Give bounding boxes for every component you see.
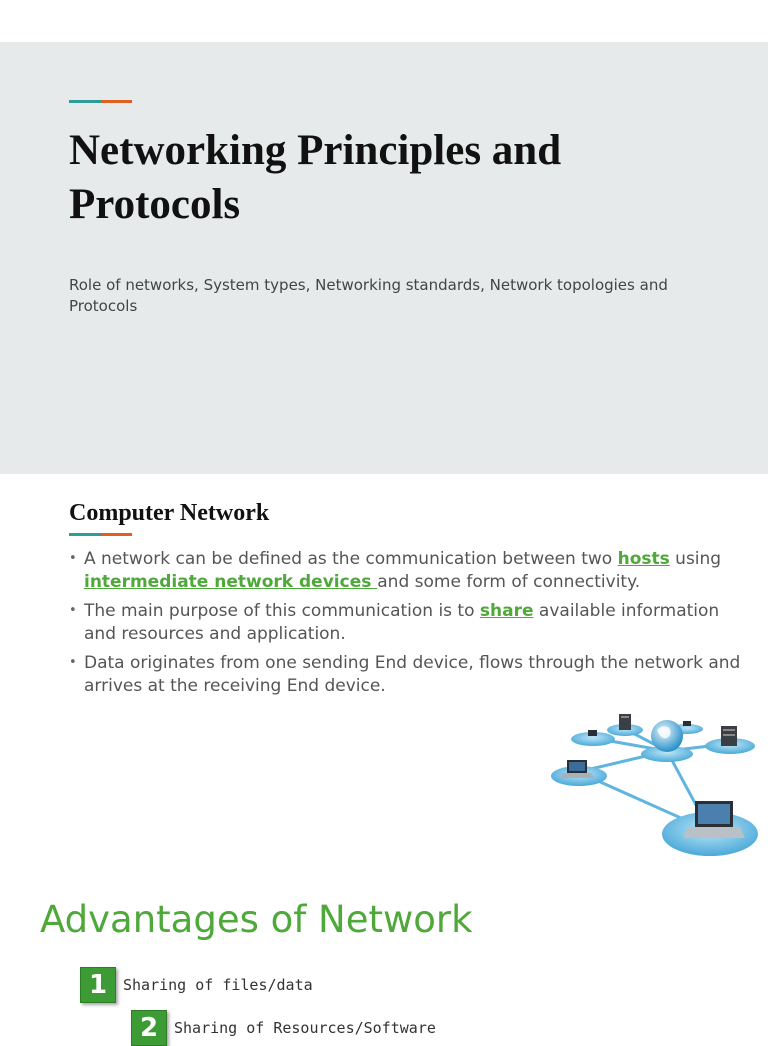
advantage-text: Sharing of files/data <box>123 976 313 994</box>
bullet-text: The main purpose of this communication is to <box>84 601 480 621</box>
bullet-text: using <box>669 549 722 569</box>
accent-bar-teal <box>69 533 102 536</box>
number-badge: 2 <box>131 1010 167 1046</box>
share-link[interactable]: share <box>479 601 534 621</box>
bullet-item <box>69 652 749 698</box>
bullet-item <box>69 548 749 594</box>
advantages-heading: Advantages of Network <box>40 898 473 941</box>
accent-bar-orange <box>101 100 132 103</box>
title-slide <box>0 42 768 474</box>
number-badge: 1 <box>80 967 116 1003</box>
slide-subtitle: Role of networks, System types, Networking standards, Network topologies and Protocols <box>69 276 668 315</box>
accent-bar-orange <box>102 533 132 536</box>
advantage-item <box>80 967 313 1003</box>
intermediate-devices-link[interactable]: intermediate network devices <box>84 572 378 592</box>
bullet-list <box>69 548 749 704</box>
hosts-link[interactable]: hosts <box>617 549 670 569</box>
computer-network-heading: Computer Network <box>69 500 270 526</box>
slide-title: Networking Principles and Protocols <box>69 127 562 228</box>
network-diagram-icon <box>545 706 760 866</box>
bullet-text: Data originates from one sending End device, flows through the network and arrives at the receiving End device. <box>84 653 741 696</box>
bullet-text: and some form of connectivity. <box>377 572 641 592</box>
accent-bar-teal <box>69 100 101 103</box>
bullet-text: A network can be defined as the communication between two <box>84 549 618 569</box>
advantage-item <box>131 1010 436 1046</box>
advantage-text: Sharing of Resources/Software <box>174 1019 436 1037</box>
bullet-item <box>69 600 749 646</box>
bullet-text: available information and resources and application. <box>84 601 720 644</box>
